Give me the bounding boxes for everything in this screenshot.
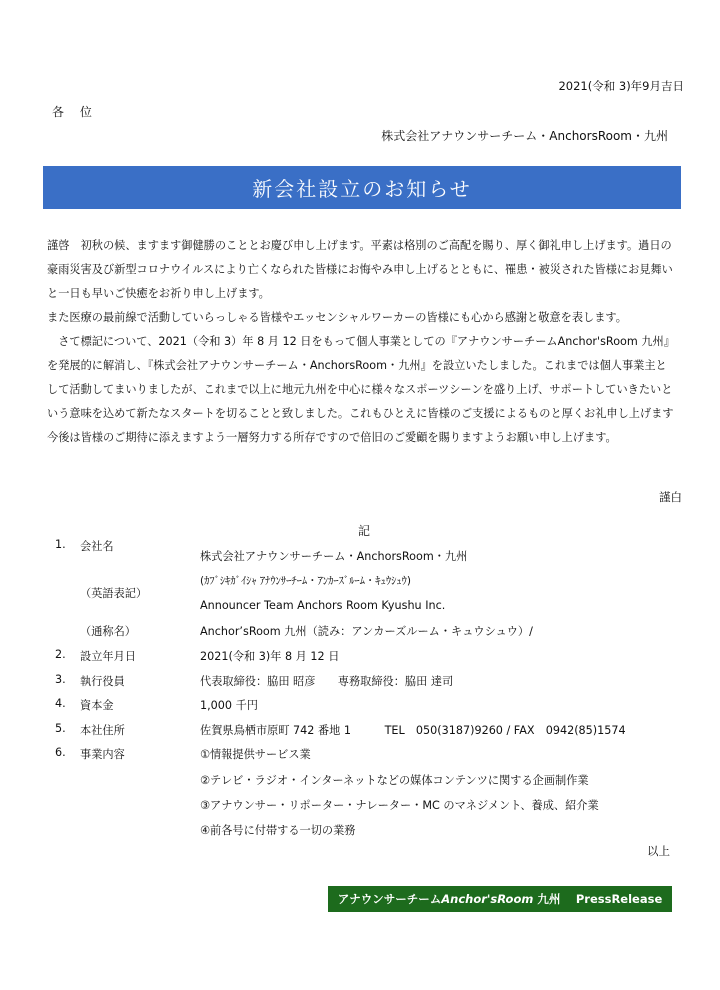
footer-brand: Anchor'sRoom — [441, 892, 534, 906]
item-number: 4. — [55, 697, 66, 710]
company-name-value: 株式会社アナウンサーチーム・AnchorsRoom・九州 — [200, 550, 468, 563]
greeting-paragraph: 謹啓 初秋の候、ますます御健勝のこととお慶び申し上げます。平素は格別のご高配を賜り、厚く御礼申し上げます。過日の豪雨災害及び新型コロナウイルスにより亡くなられた皆様にお悔やみ申し上げるとともに、罹患・被災された皆様にお見舞いと一日も早いご快癒をお祈り申し上げます。 — [47, 239, 673, 300]
officers-label: 執行役員 — [80, 675, 125, 688]
footer-text: アナウンサーチーム — [337, 892, 442, 906]
founded-label: 設立年月日 — [80, 650, 136, 663]
english-name-value: Announcer Team Anchors Room Kyushu Inc. — [200, 599, 446, 612]
notes-marker: 記 — [358, 524, 371, 538]
business-item: ②テレビ・ラジオ・インターネットなどの媒体コンテンツに関する企画制作業 — [200, 774, 589, 787]
company-kana-value: (ｶﾌﾞｼｷｶﾞｲｼｬ ｱﾅｳﾝｻｰﾁｰﾑ・ｱﾝｶｰｽﾞﾙｰﾑ・ｷｭｳｼｭｳ) — [200, 575, 412, 587]
officers-value: 代表取締役：脇田 昭彦 専務取締役：脇田 達司 — [200, 675, 454, 688]
capital-label: 資本金 — [80, 699, 114, 712]
capital-value: 1,000 千円 — [200, 699, 258, 712]
address-value: 佐賀県鳥栖市原町 742 番地 1 TEL 050(3187)9260 / FAX 0942(85)1574 — [200, 724, 626, 737]
closing-paragraph: 今後は皆様のご期待に添えますよう一層努力する所存ですので倍旧のご愛顧を賜りますようお願い申し上げます。 — [47, 431, 617, 444]
document-date: 2021(令和 3)年9月吉日 — [558, 79, 684, 93]
founded-value: 2021(令和 3)年 8 月 12 日 — [200, 650, 340, 663]
business-item: ④前各号に付帯する一切の業務 — [200, 824, 356, 837]
common-name-value: Anchor’sRoom 九州（読み：アンカーズルーム・キュウシュウ）/ — [200, 625, 533, 638]
common-name-label: （通称名） — [80, 625, 136, 638]
item-number: 1. — [55, 538, 66, 551]
footer-text: 九州 PressRelease — [533, 892, 663, 906]
company-name-label: 会社名 — [80, 540, 114, 553]
letter-body — [47, 234, 675, 450]
business-item: ③アナウンサー・リポーター・ナレーター・MC のマネジメント、養成、紹介業 — [200, 799, 599, 812]
item-number: 5. — [55, 722, 66, 735]
item-number: 2. — [55, 648, 66, 661]
english-name-label: （英語表記） — [80, 587, 148, 600]
business-label: 事業内容 — [80, 748, 125, 761]
announcement-paragraph: さて標記について、2021（令和 3）年 8 月 12 日をもって個人事業としての『アナウンサーチームAnchor'sRoom 九州』を発展的に解消し、『株式会社アナウンサーチーム・AnchorsRoom・九州』を設立いたしました。これまでは個人事業主として活動してまいりましたが、これまで以上に地元九州を中心に様々なスポーツシーンを盛り上げ、サポートしていきたいという意味を込めて新たなスタートを切ることと致しました。これもひとえに皆様のご支援によるものと厚くお礼申し上げます — [47, 335, 675, 420]
item-number: 6. — [55, 746, 66, 759]
end-mark: 以上 — [647, 844, 670, 858]
sender-company: 株式会社アナウンサーチーム・AnchorsRoom・九州 — [381, 129, 668, 143]
addressee: 各 位 — [52, 105, 98, 119]
item-number: 3. — [55, 673, 66, 686]
address-label: 本社住所 — [80, 724, 125, 737]
business-item: ①情報提供サービス業 — [200, 748, 311, 761]
gratitude-paragraph: また医療の最前線で活動していらっしゃる皆様やエッセンシャルワーカーの皆様にも心から感謝と敬意を表します。 — [47, 311, 627, 324]
closing-word: 謹白 — [659, 490, 682, 504]
page-title: 新会社設立のお知らせ — [252, 177, 472, 201]
press-release-footer — [328, 886, 672, 912]
title-banner — [43, 166, 681, 209]
